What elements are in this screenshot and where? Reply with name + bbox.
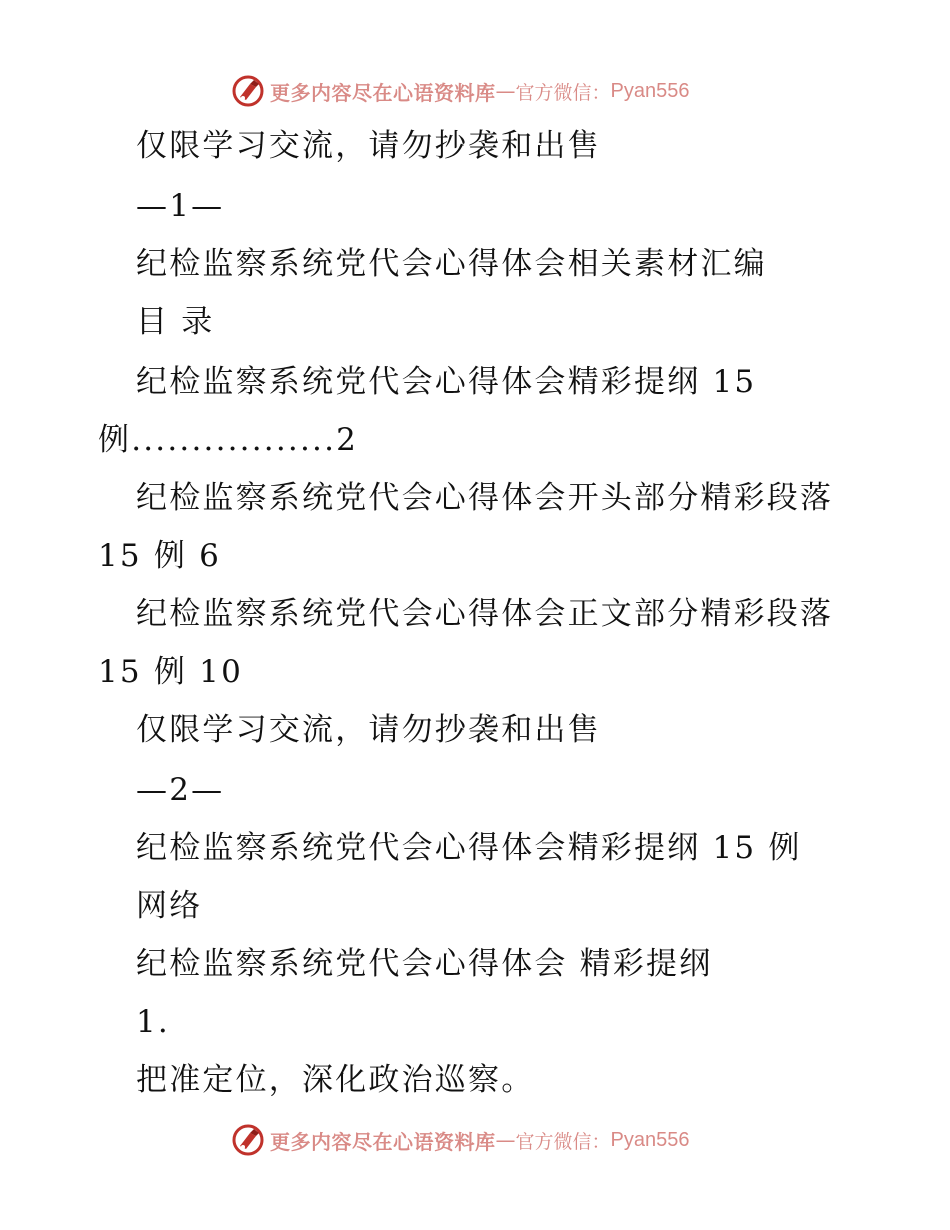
section-title: 纪检监察系统党代会心得体会精彩提纲 15 例 xyxy=(136,830,802,866)
watermark-main-text: 更多内容尽在心语资料库 xyxy=(270,1129,496,1154)
watermark-sub-text: 官方微信： xyxy=(515,1130,611,1153)
watermark-dash: — xyxy=(495,1128,516,1152)
document-title: 纪检监察系统党代会心得体会相关素材汇编 xyxy=(136,246,767,282)
toc-entry-1-cont: 例.................2 xyxy=(98,422,359,458)
toc-entry-3-cont: 15 例 10 xyxy=(98,654,244,690)
watermark-banner-top xyxy=(232,74,689,108)
watermark-wechat-id: Pyan556 xyxy=(610,1128,690,1151)
toc-entry-2: 纪检监察系统党代会心得体会开头部分精彩段落 xyxy=(136,480,834,516)
source-label: 网络 xyxy=(136,888,203,924)
list-number: 1. xyxy=(136,1004,170,1040)
page-number: —2— xyxy=(136,772,225,808)
watermark-main-text: 更多内容尽在心语资料库 xyxy=(270,80,496,105)
sub-title: 纪检监察系统党代会心得体会 精彩提纲 xyxy=(136,946,713,982)
toc-heading: 目 录 xyxy=(136,304,215,340)
watermark-wechat-id: Pyan556 xyxy=(610,79,690,102)
toc-entry-2-cont: 15 例 6 xyxy=(98,538,222,574)
brand-logo-icon xyxy=(232,75,264,107)
notice-line: 仅限学习交流，请勿抄袭和出售 xyxy=(136,712,601,748)
notice-line: 仅限学习交流，请勿抄袭和出售 xyxy=(136,128,601,164)
brand-logo-icon xyxy=(232,1124,264,1156)
watermark-dash: — xyxy=(495,79,516,103)
page-number: —1— xyxy=(136,188,225,224)
list-item-text: 把准定位，深化政治巡察。 xyxy=(136,1062,535,1098)
toc-entry-1: 纪检监察系统党代会心得体会精彩提纲 15 xyxy=(136,364,757,400)
watermark-sub-text: 官方微信： xyxy=(515,81,611,104)
watermark-banner-bottom xyxy=(232,1123,689,1157)
toc-entry-3: 纪检监察系统党代会心得体会正文部分精彩段落 xyxy=(136,596,834,632)
